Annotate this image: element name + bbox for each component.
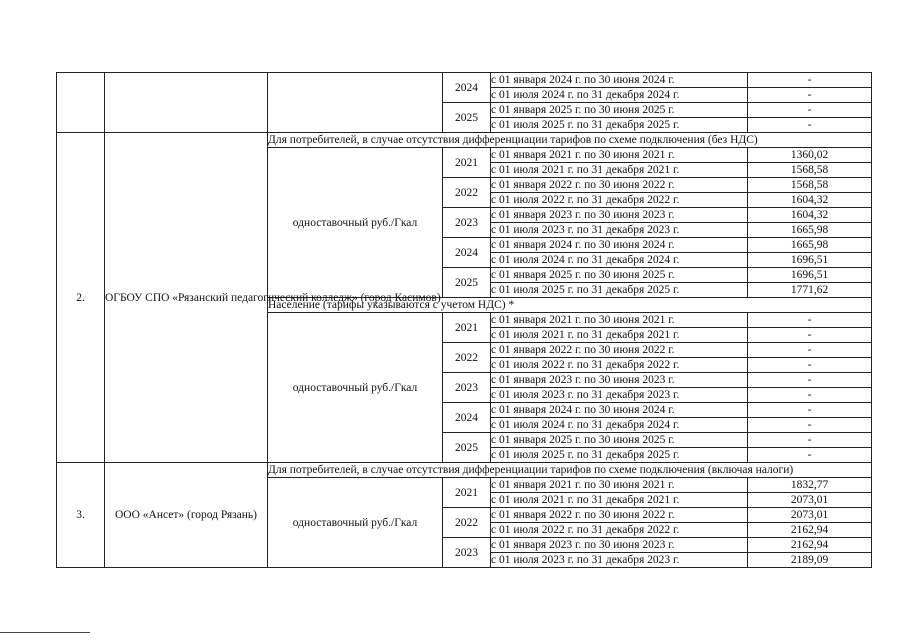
year-cell: 2022: [443, 508, 491, 538]
tariff-value-cell: -: [748, 343, 872, 358]
tariff-value-cell: 1665,98: [748, 238, 872, 253]
tariff-value-cell: 2162,94: [748, 538, 872, 553]
period-cell: с 01 января 2023 г. по 30 июня 2023 г.: [491, 373, 748, 388]
tariff-value-cell: 1771,62: [748, 283, 872, 298]
year-cell: 2025: [443, 433, 491, 463]
tariff-value-cell: -: [748, 403, 872, 418]
year-cell: 2024: [443, 73, 491, 103]
year-cell: 2021: [443, 148, 491, 178]
period-cell: с 01 января 2024 г. по 30 июня 2024 г.: [491, 73, 748, 88]
period-cell: с 01 января 2024 г. по 30 июня 2024 г.: [491, 403, 748, 418]
row-number-cell: 2.: [57, 133, 105, 463]
unit-cell: одноставочный руб./Гкал: [268, 478, 443, 568]
tariff-value-cell: 2189,09: [748, 553, 872, 568]
section-header-cell: Население (тарифы указываются с учетом НДС) *: [268, 298, 872, 313]
tariff-value-cell: -: [748, 418, 872, 433]
tariff-table: [56, 72, 872, 568]
table-row: [57, 463, 872, 478]
year-cell: 2022: [443, 178, 491, 208]
period-cell: с 01 января 2021 г. по 30 июня 2021 г.: [491, 478, 748, 493]
unit-cell: [268, 73, 443, 133]
tariff-value-cell: -: [748, 73, 872, 88]
tariff-value-cell: -: [748, 448, 872, 463]
period-cell: с 01 января 2024 г. по 30 июня 2024 г.: [491, 238, 748, 253]
period-cell: с 01 января 2021 г. по 30 июня 2021 г.: [491, 148, 748, 163]
tariff-value-cell: 1696,51: [748, 253, 872, 268]
tariff-value-cell: -: [748, 388, 872, 403]
tariff-value-cell: 1360,02: [748, 148, 872, 163]
tariff-value-cell: -: [748, 373, 872, 388]
year-cell: 2023: [443, 373, 491, 403]
tariff-value-cell: -: [748, 358, 872, 373]
organization-cell: [105, 73, 268, 133]
period-cell: с 01 января 2022 г. по 30 июня 2022 г.: [491, 178, 748, 193]
section-header-cell: Для потребителей, в случае отсутствия дифференциации тарифов по схеме подключения (включая налоги): [268, 463, 872, 478]
tariff-value-cell: 1696,51: [748, 268, 872, 283]
period-cell: с 01 июля 2025 г. по 31 декабря 2025 г.: [491, 448, 748, 463]
tariff-value-cell: 2073,01: [748, 508, 872, 523]
year-cell: 2021: [443, 478, 491, 508]
unit-cell: одноставочный руб./Гкал: [268, 313, 443, 463]
organization-cell: ОГБОУ СПО «Рязанский педагогический колледж» (город Касимов): [105, 133, 268, 463]
period-cell: с 01 июля 2025 г. по 31 декабря 2025 г.: [491, 118, 748, 133]
year-cell: 2021: [443, 313, 491, 343]
period-cell: с 01 июля 2021 г. по 31 декабря 2021 г.: [491, 493, 748, 508]
tariff-value-cell: -: [748, 313, 872, 328]
tariff-value-cell: -: [748, 88, 872, 103]
table-row: [57, 73, 872, 88]
period-cell: с 01 июля 2023 г. по 31 декабря 2023 г.: [491, 388, 748, 403]
period-cell: с 01 января 2023 г. по 30 июня 2023 г.: [491, 538, 748, 553]
tariff-value-cell: 1665,98: [748, 223, 872, 238]
tariff-value-cell: 1568,58: [748, 178, 872, 193]
year-cell: 2025: [443, 103, 491, 133]
period-cell: с 01 января 2022 г. по 30 июня 2022 г.: [491, 508, 748, 523]
period-cell: с 01 июля 2024 г. по 31 декабря 2024 г.: [491, 253, 748, 268]
period-cell: с 01 июля 2021 г. по 31 декабря 2021 г.: [491, 163, 748, 178]
unit-cell: одноставочный руб./Гкал: [268, 148, 443, 298]
tariff-value-cell: 2073,01: [748, 493, 872, 508]
year-cell: 2022: [443, 343, 491, 373]
tariff-value-cell: -: [748, 328, 872, 343]
tariff-value-cell: -: [748, 433, 872, 448]
tariff-value-cell: -: [748, 118, 872, 133]
period-cell: с 01 января 2025 г. по 30 июня 2025 г.: [491, 268, 748, 283]
row-number-cell: 3.: [57, 463, 105, 568]
tariff-value-cell: 1604,32: [748, 208, 872, 223]
period-cell: с 01 января 2025 г. по 30 июня 2025 г.: [491, 103, 748, 118]
table-row: [57, 133, 872, 148]
section-header-cell: Для потребителей, в случае отсутствия дифференциации тарифов по схеме подключения (без НДС): [268, 133, 872, 148]
organization-cell: ООО «Ансет» (город Рязань): [105, 463, 268, 568]
period-cell: с 01 июля 2024 г. по 31 декабря 2024 г.: [491, 418, 748, 433]
row-number-cell: [57, 73, 105, 133]
year-cell: 2023: [443, 208, 491, 238]
period-cell: с 01 июля 2022 г. по 31 декабря 2022 г.: [491, 193, 748, 208]
period-cell: с 01 июля 2025 г. по 31 декабря 2025 г.: [491, 283, 748, 298]
period-cell: с 01 июля 2024 г. по 31 декабря 2024 г.: [491, 88, 748, 103]
period-cell: с 01 января 2021 г. по 30 июня 2021 г.: [491, 313, 748, 328]
period-cell: с 01 января 2023 г. по 30 июня 2023 г.: [491, 208, 748, 223]
period-cell: с 01 января 2025 г. по 30 июня 2025 г.: [491, 433, 748, 448]
year-cell: 2024: [443, 403, 491, 433]
period-cell: с 01 июля 2023 г. по 31 декабря 2023 г.: [491, 553, 748, 568]
tariff-value-cell: -: [748, 103, 872, 118]
period-cell: с 01 января 2022 г. по 30 июня 2022 г.: [491, 343, 748, 358]
period-cell: с 01 июля 2023 г. по 31 декабря 2023 г.: [491, 223, 748, 238]
year-cell: 2023: [443, 538, 491, 568]
tariff-value-cell: 1604,32: [748, 193, 872, 208]
tariff-value-cell: 1832,77: [748, 478, 872, 493]
tariff-value-cell: 2162,94: [748, 523, 872, 538]
period-cell: с 01 июля 2022 г. по 31 декабря 2022 г.: [491, 358, 748, 373]
year-cell: 2024: [443, 238, 491, 268]
year-cell: 2025: [443, 268, 491, 298]
footer-rule: [0, 632, 90, 633]
period-cell: с 01 июля 2022 г. по 31 декабря 2022 г.: [491, 523, 748, 538]
tariff-value-cell: 1568,58: [748, 163, 872, 178]
period-cell: с 01 июля 2021 г. по 31 декабря 2021 г.: [491, 328, 748, 343]
